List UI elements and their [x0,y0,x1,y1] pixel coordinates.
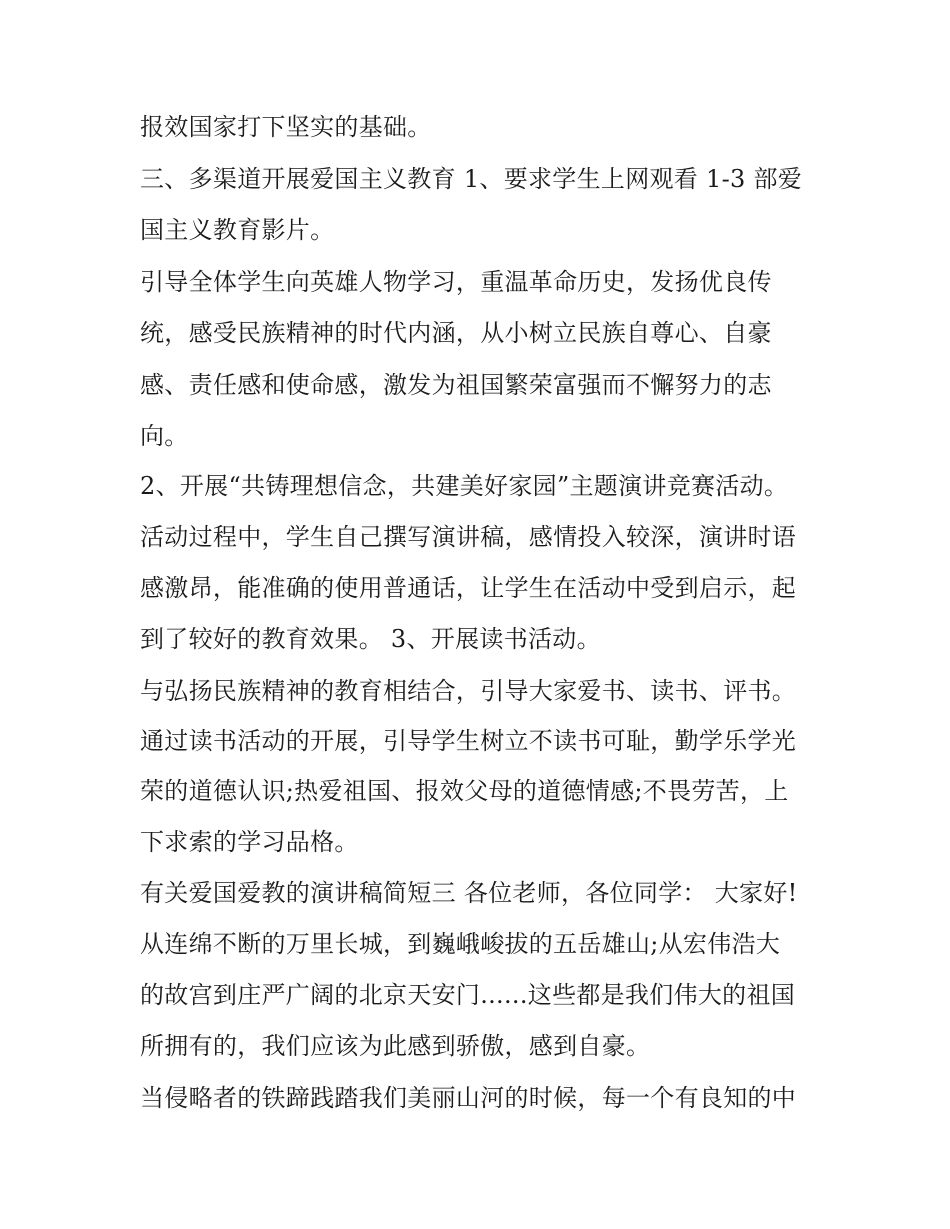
text-line: 当侵略者的铁蹄践踏我们美丽山河的时候，每一个有良知的中 [140,1084,797,1112]
text-line: 荣的道德认识;热爱祖国、报效父母的道德情感;不畏劳苦，上 [140,777,789,805]
text-line: 引导全体学生向英雄人物学习，重温革命历史，发扬优良传 [140,268,772,296]
text-line: 国主义教育影片。 [140,216,335,244]
text-line: 2、开展“共铸理想信念，共建美好家园”主题演讲竞赛活动。 [140,472,789,500]
text-line: 三、多渠道开展爱国主义教育 1、要求学生上网观看 1-3 部爱 [140,165,803,193]
text-line: 有关爱国爱教的演讲稿简短三 各位老师，各位同学： 大家好! [140,879,798,907]
text-line: 所拥有的，我们应该为此感到骄傲，感到自豪。 [140,1032,651,1060]
text-line: 感激昂，能准确的使用普通话，让学生在活动中受到启示，起 [140,574,797,602]
text-line: 报效国家打下坚实的基础。 [140,113,432,141]
text-line: 活动过程中，学生自己撰写演讲稿，感情投入较深，演讲时语 [140,523,797,551]
text-line: 感、责任感和使命感，激发为祖国繁荣富强而不懈努力的志 [140,371,772,399]
text-line: 通过读书活动的开展，引导学生树立不读书可耻，勤学乐学光 [140,727,797,755]
text-line: 向。 [140,422,189,450]
text-line: 的故宫到庄严广阔的北京天安门......这些都是我们伟大的祖国 [140,981,796,1009]
text-line: 统，感受民族精神的时代内涵，从小树立民族自尊心、自豪 [140,319,772,347]
text-line: 到了较好的教育效果。 3、开展读书活动。 [140,625,601,653]
text-line: 下求索的学习品格。 [140,828,359,856]
text-line: 与弘扬民族精神的教育相结合，引导大家爱书、读书、评书。 [140,677,797,705]
text-line: 从连绵不断的万里长城，到巍峨峻拔的五岳雄山;从宏伟浩大 [140,930,781,958]
